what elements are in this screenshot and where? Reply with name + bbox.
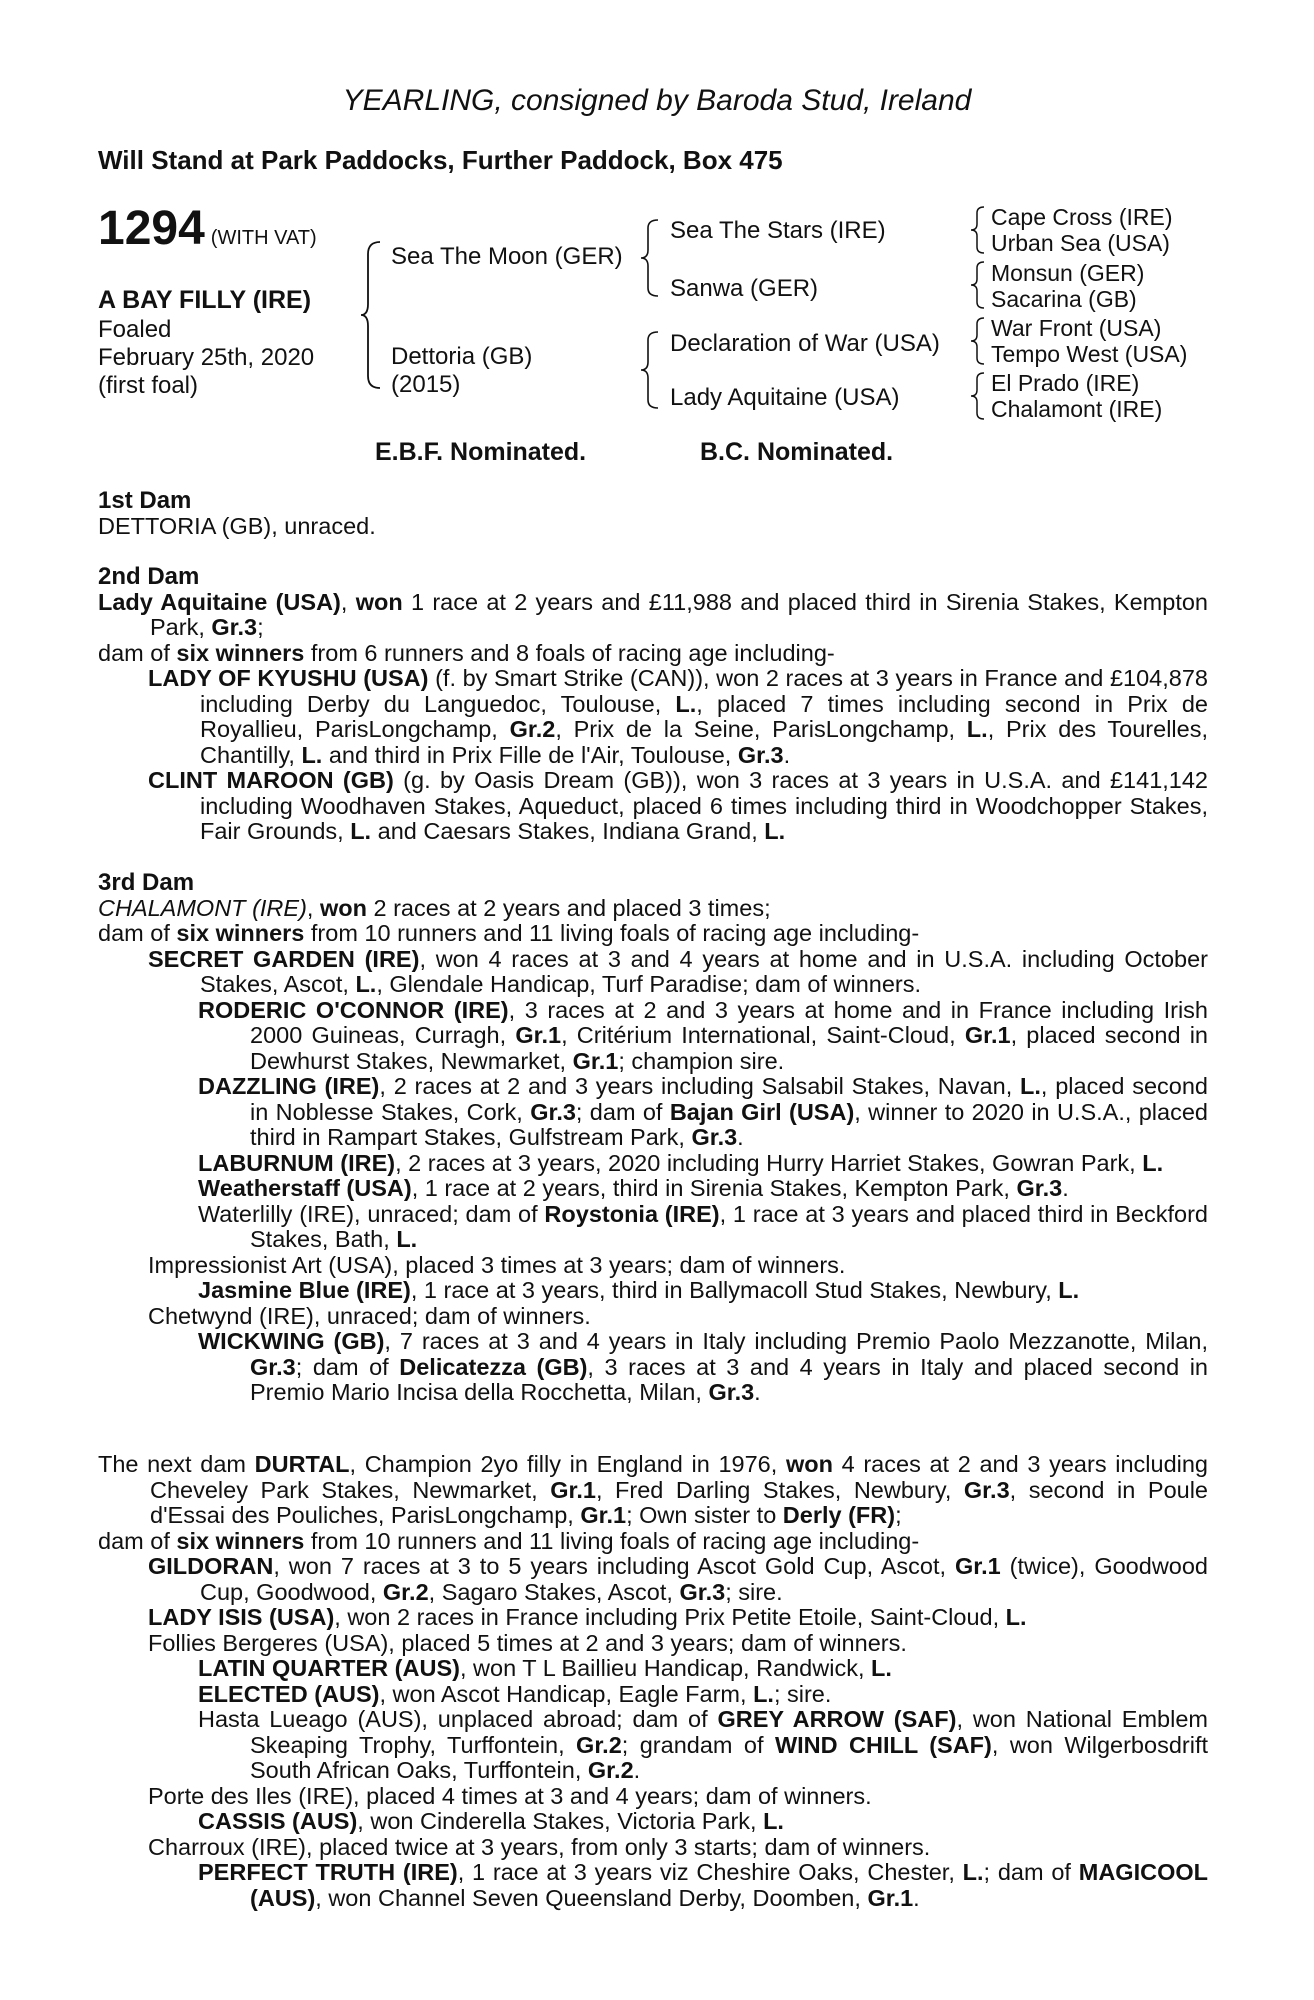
text-run: , won T L Baillieu Handicap, Randwick,	[459, 1655, 872, 1681]
text-run: (f. by Smart Strike (CAN)), won 2 races at 3 years in France and £104,878 including Derby du Languedoc, Toulouse,	[200, 665, 1208, 717]
produce-entry-elected	[98, 1682, 1208, 1708]
pedigree-g3: Monsun (GER)	[991, 260, 1145, 286]
next-dam-intro	[98, 1452, 1208, 1529]
horse-name: CLINT MAROON (GB)	[148, 767, 394, 793]
horse-name: A BAY FILLY (IRE)	[98, 286, 312, 314]
text-run: .	[913, 1884, 920, 1911]
grade-label: Gr.1	[964, 1022, 1011, 1048]
produce-entry-clint-maroon	[98, 768, 1208, 845]
horse-name: RODERIC O'CONNOR (IRE)	[198, 996, 509, 1023]
produce-entry-wickwing	[98, 1329, 1208, 1406]
produce-entry-gildoran	[98, 1554, 1208, 1605]
next-dam-produce-line	[98, 1529, 1208, 1555]
pedigree-brace-g4	[970, 371, 986, 421]
horse-name: CASSIS (AUS)	[198, 1808, 358, 1834]
horse-name: Jasmine Blue (IRE)	[198, 1277, 411, 1303]
winners-count: six winners	[176, 1527, 305, 1554]
text-run: , won 4 races at 3 and 4 years at home and in U.S.A. including October Stakes, Ascot,	[200, 945, 1208, 997]
pedigree-g1: Cape Cross (IRE)	[991, 204, 1173, 230]
text-run: and third in Prix Fille de l'Air, Toulouse,	[322, 741, 738, 768]
text-run: dam of	[98, 1527, 177, 1554]
pedigree-brace-g1	[970, 205, 986, 255]
text-run: ; champion sire.	[618, 1047, 785, 1074]
horse-name: Bajan Girl (USA)	[669, 1098, 855, 1125]
grade-label: Gr.1	[580, 1502, 627, 1528]
text-run: , placed second in Dewhurst Stakes, Newmarket,	[250, 1022, 1208, 1074]
text-run: , 1 race at 3 years and placed third in Beckford Stakes, Bath,	[250, 1200, 1208, 1252]
first-dam-heading: 1st Dam	[98, 487, 192, 514]
won-label: won	[785, 1451, 833, 1477]
grade-label: L.	[1005, 1604, 1027, 1630]
grade-label: Gr.2	[587, 1757, 634, 1783]
grade-label: Gr.3	[737, 741, 784, 768]
grade-label: Gr.1	[867, 1884, 914, 1911]
produce-entry-hasta-lueago	[98, 1707, 1208, 1784]
text-run: ; dam of	[575, 1098, 670, 1125]
second-dam-produce-line	[98, 641, 1208, 667]
text-run: , 1 race at 3 years, third in Ballymacoll Stud Stakes, Newbury,	[410, 1277, 1059, 1303]
text-run: .	[783, 741, 791, 768]
grade-label: Gr.1	[955, 1553, 1001, 1579]
winners-count: six winners	[176, 639, 305, 666]
grade-label: L.	[764, 818, 786, 844]
grade-label: L.	[763, 1808, 784, 1834]
won-label: won	[355, 588, 403, 615]
first-dam-section	[98, 488, 1208, 539]
text-run: from 6 runners and 8 foals of racing age including-	[304, 639, 835, 666]
pedigree-sire: Sea The Moon (GER)	[391, 243, 623, 270]
text-run: ; sire.	[773, 1680, 832, 1707]
lot-number: 1294	[98, 202, 205, 255]
text-run: The next dam	[98, 1451, 255, 1477]
horse-name: Weatherstaff (USA)	[198, 1175, 412, 1201]
produce-entry-lady-isis	[98, 1605, 1208, 1631]
grade-label: L.	[1142, 1149, 1164, 1176]
next-dam-section	[98, 1452, 1208, 1911]
foal-note: (first foal)	[98, 372, 199, 399]
text-run: from 10 runners and 11 living foals of racing age including-	[304, 920, 920, 946]
pedigree-dam-dam: Lady Aquitaine (USA)	[670, 384, 900, 411]
lot-number-block	[98, 202, 317, 255]
horse-name: MAGICOOL (AUS)	[250, 1859, 1208, 1911]
pedigree-g2: Urban Sea (USA)	[991, 230, 1170, 256]
horse-name: SECRET GARDEN (IRE)	[148, 945, 420, 972]
text-run: , 2 races at 3 years, 2020 including Hurry Harriet Stakes, Gowran Park,	[395, 1149, 1143, 1176]
second-dam-section	[98, 564, 1208, 845]
winners-count: six winners	[176, 920, 305, 946]
text-run: .	[754, 1379, 761, 1405]
grade-label: Gr.1	[515, 1022, 562, 1048]
text-run: , Prix des Tourelles, Chantilly,	[200, 716, 1208, 768]
foaled-date: February 25th, 2020	[98, 344, 315, 371]
grade-label: Gr.3	[530, 1098, 576, 1125]
text-run: Waterlilly (IRE), unraced; dam of	[198, 1200, 545, 1227]
text-run: , 2 races at 2 and 3 years including Salsabil Stakes, Navan,	[379, 1073, 1021, 1099]
text-run: ; dam of	[295, 1353, 400, 1380]
grade-label: Gr.3	[963, 1476, 1010, 1503]
produce-entry-latin-quarter	[98, 1656, 1208, 1682]
text-run: , Critérium International, Saint-Cloud,	[561, 1022, 965, 1048]
produce-entry-weatherstaff	[98, 1176, 1208, 1202]
grade-label: L.	[355, 971, 377, 997]
horse-name: WICKWING (GB)	[198, 1328, 385, 1354]
grade-label: Gr.3	[708, 1379, 755, 1405]
grade-label: L.	[871, 1655, 892, 1681]
text-run: .	[633, 1757, 641, 1783]
text-run: from 10 runners and 11 living foals of racing age including-	[304, 1527, 920, 1554]
text-run: .	[737, 1124, 744, 1150]
pedigree-sire-dam: Sanwa (GER)	[670, 275, 819, 302]
text-run: ; dam of	[983, 1859, 1079, 1885]
produce-entry-roderic-oconnor	[98, 998, 1208, 1075]
text-run: and Caesars Stakes, Indiana Grand,	[371, 818, 765, 844]
text-run: , winner to 2020 in U.S.A., placed third in Rampart Stakes, Gulfstream Park,	[250, 1098, 1208, 1150]
grade-label: Gr.2	[509, 716, 556, 742]
grade-label: L.	[396, 1226, 418, 1252]
horse-name: Derly (FR)	[782, 1502, 896, 1528]
pedigree-brace-dam	[640, 330, 660, 410]
text-run: , won Channel Seven Queensland Derby, Doomben,	[315, 1884, 868, 1911]
third-dam-heading: 3rd Dam	[98, 869, 195, 896]
dam-name: DURTAL	[254, 1451, 350, 1477]
pedigree-g8: Chalamont (IRE)	[991, 396, 1163, 422]
produce-entry-waterlilly	[98, 1202, 1208, 1253]
horse-name: GREY ARROW (SAF)	[717, 1706, 957, 1732]
pedigree-brace-g3	[970, 316, 986, 366]
produce-entry-impressionist-art: Impressionist Art (USA), placed 3 times at 3 years; dam of winners.	[148, 1251, 846, 1278]
grade-label: L.	[962, 1859, 984, 1885]
grade-label: Gr.1	[550, 1476, 596, 1503]
pedigree-g5: War Front (USA)	[991, 315, 1162, 341]
first-dam-text: DETTORIA (GB), unraced.	[98, 512, 376, 539]
text-run: , placed second in Noblesse Stakes, Cork,	[250, 1073, 1209, 1125]
dam-name: Lady Aquitaine (USA)	[98, 588, 341, 615]
pedigree-dam-year: (2015)	[391, 371, 461, 398]
produce-entry-jasmine-blue	[98, 1278, 1208, 1304]
grade-label: Gr.3	[691, 1124, 738, 1150]
consignment-line: YEARLING, consigned by Baroda Stud, Ireland	[342, 84, 972, 117]
won-label: won	[319, 894, 367, 921]
horse-name: LABURNUM (IRE)	[198, 1149, 396, 1176]
pedigree-g7: El Prado (IRE)	[991, 370, 1140, 396]
foaling-details	[98, 316, 314, 400]
grade-label: Gr.3	[211, 614, 258, 640]
grade-label: Gr.3	[250, 1353, 296, 1380]
pedigree-brace-g2	[970, 260, 986, 310]
grade-label: Gr.3	[1016, 1175, 1063, 1201]
produce-entry-lady-of-kyushu	[98, 666, 1208, 768]
pedigree-dam: Dettoria (GB)	[391, 343, 533, 370]
horse-name: ELECTED (AUS)	[198, 1680, 380, 1707]
produce-entry-porte-des-iles: Porte des Iles (IRE), placed 4 times at 3 and 4 years; dam of winners.	[148, 1782, 872, 1809]
second-dam-heading: 2nd Dam	[98, 563, 200, 590]
text-run: ; Own sister to	[626, 1502, 783, 1528]
produce-entry-charroux: Charroux (IRE), placed twice at 3 years, from only 3 starts; dam of winners.	[148, 1833, 931, 1860]
text-run: , won Wilgerbosdrift South African Oaks, Turffontein,	[250, 1731, 1208, 1783]
text-run: , Glendale Handicap, Turf Paradise; dam of winners.	[376, 971, 922, 997]
grade-label: Gr.3	[679, 1578, 726, 1605]
horse-name: LATIN QUARTER (AUS)	[198, 1655, 460, 1681]
pedigree-g6: Tempo West (USA)	[991, 341, 1188, 367]
pedigree-brace-sire	[640, 218, 660, 298]
text-run: 2 races at 2 years and placed 3 times;	[366, 894, 771, 921]
text-run: (twice), Goodwood Cup, Goodwood,	[200, 1553, 1209, 1605]
text-run: , placed 7 times including second in Prix de Royallieu, ParisLongchamp,	[200, 690, 1208, 742]
text-run: .	[1062, 1175, 1069, 1201]
horse-name: WIND CHILL (SAF)	[774, 1731, 992, 1758]
grade-label: L.	[675, 690, 697, 717]
text-run: , won 2 races in France including Prix Petite Etoile, Saint-Cloud,	[334, 1604, 1006, 1630]
grade-label: L.	[966, 716, 988, 742]
grade-label: L.	[1020, 1073, 1041, 1099]
produce-entry-secret-garden	[98, 947, 1208, 998]
bc-nomination: B.C. Nominated.	[700, 438, 894, 466]
horse-name: Delicatezza (GB)	[399, 1353, 588, 1380]
horse-name: DAZZLING (IRE)	[198, 1073, 380, 1099]
pedigree-brace-main	[360, 240, 384, 390]
foaled-label: Foaled	[98, 316, 172, 343]
produce-entry-follies-bergeres: Follies Bergeres (USA), placed 5 times at 2 and 3 years; dam of winners.	[148, 1629, 907, 1656]
text-run: ;	[895, 1502, 902, 1528]
text-run: ; grandam of	[621, 1731, 775, 1758]
text-run: , won Cinderella Stakes, Victoria Park,	[357, 1808, 764, 1834]
text-run: , Sagaro Stakes, Ascot,	[428, 1578, 680, 1605]
text-run: ; sire.	[725, 1578, 783, 1605]
text-run: (g. by Oasis Dream (GB)), won 3 races at 3 years in U.S.A. and £141,142 including Woodhaven Stakes, Aqueduct, placed 6 times including third in Woodchopper Stakes, Fair Grounds,	[200, 767, 1209, 844]
produce-entry-perfect-truth	[98, 1860, 1208, 1911]
horse-name: PERFECT TRUTH (IRE)	[198, 1859, 458, 1885]
grade-label: L.	[301, 741, 323, 768]
third-dam-produce-line	[98, 921, 1208, 947]
text-run: , 3 races at 3 and 4 years in Italy and placed second in Premio Mario Incisa della Rocchetta, Milan,	[250, 1353, 1209, 1405]
pedigree-g4: Sacarina (GB)	[991, 286, 1137, 312]
ebf-nomination: E.B.F. Nominated.	[375, 438, 587, 466]
produce-entry-laburnum	[98, 1151, 1208, 1177]
text-run: ,	[306, 894, 320, 921]
second-dam-intro	[98, 590, 1208, 641]
text-run: dam of	[98, 639, 177, 666]
pedigree-sire-sire: Sea The Stars (IRE)	[670, 217, 886, 244]
grade-label: L.	[753, 1680, 774, 1707]
grade-label: L.	[1058, 1277, 1080, 1303]
text-run: ,	[340, 588, 356, 615]
produce-entry-chetwynd: Chetwynd (IRE), unraced; dam of winners.	[148, 1302, 591, 1329]
horse-name: Roystonia (IRE)	[544, 1200, 720, 1227]
text-run: , won National Emblem Skeaping Trophy, Turffontein,	[250, 1706, 1208, 1758]
text-run: , Champion 2yo filly in England in 1976,	[349, 1451, 786, 1477]
third-dam-intro	[98, 896, 1208, 922]
text-run: , 3 races at 2 and 3 years at home and in France including Irish 2000 Guineas, Curragh,	[250, 996, 1208, 1048]
produce-entry-cassis	[98, 1809, 1208, 1835]
horse-name: LADY OF KYUSHU (USA)	[148, 665, 429, 691]
horse-name: LADY ISIS (USA)	[148, 1604, 335, 1630]
dam-name: CHALAMONT (IRE)	[98, 894, 307, 921]
grade-label: Gr.1	[572, 1047, 619, 1074]
text-run: ;	[257, 614, 264, 640]
pedigree-dam-sire: Declaration of War (USA)	[670, 330, 940, 357]
text-run: dam of	[98, 920, 177, 946]
text-run: , Prix de la Seine, ParisLongchamp,	[555, 716, 967, 742]
vat-note: (WITH VAT)	[210, 227, 317, 249]
text-run: Hasta Lueago (AUS), unplaced abroad; dam of	[198, 1706, 718, 1732]
text-run: 4 races at 2 and 3 years including Cheveley Park Stakes, Newmarket,	[150, 1451, 1208, 1503]
text-run: 1 race at 2 years and £11,988 and placed third in Sirenia Stakes, Kempton Park,	[150, 588, 1208, 640]
text-run: , Fred Darling Stakes, Newbury,	[595, 1476, 964, 1503]
grade-label: L.	[350, 818, 372, 844]
text-run: , 1 race at 2 years, third in Sirenia Stakes, Kempton Park,	[411, 1175, 1017, 1201]
text-run: , second in Poule d'Essai des Pouliches, ParisLongchamp,	[150, 1476, 1208, 1528]
text-run: , won Ascot Handicap, Eagle Farm,	[379, 1680, 754, 1707]
produce-entry-dazzling	[98, 1074, 1208, 1151]
text-run: , won 7 races at 3 to 5 years including Ascot Gold Cup, Ascot,	[273, 1553, 955, 1579]
horse-name: GILDORAN	[148, 1553, 274, 1579]
text-run: , 1 race at 3 years viz Cheshire Oaks, Chester,	[457, 1859, 963, 1885]
third-dam-section	[98, 870, 1208, 1406]
grade-label: Gr.2	[382, 1578, 429, 1605]
grade-label: Gr.2	[576, 1731, 622, 1758]
text-run: , 7 races at 3 and 4 years in Italy including Premio Paolo Mezzanotte, Milan,	[384, 1328, 1208, 1354]
stand-location: Will Stand at Park Paddocks, Further Paddock, Box 475	[98, 145, 783, 175]
